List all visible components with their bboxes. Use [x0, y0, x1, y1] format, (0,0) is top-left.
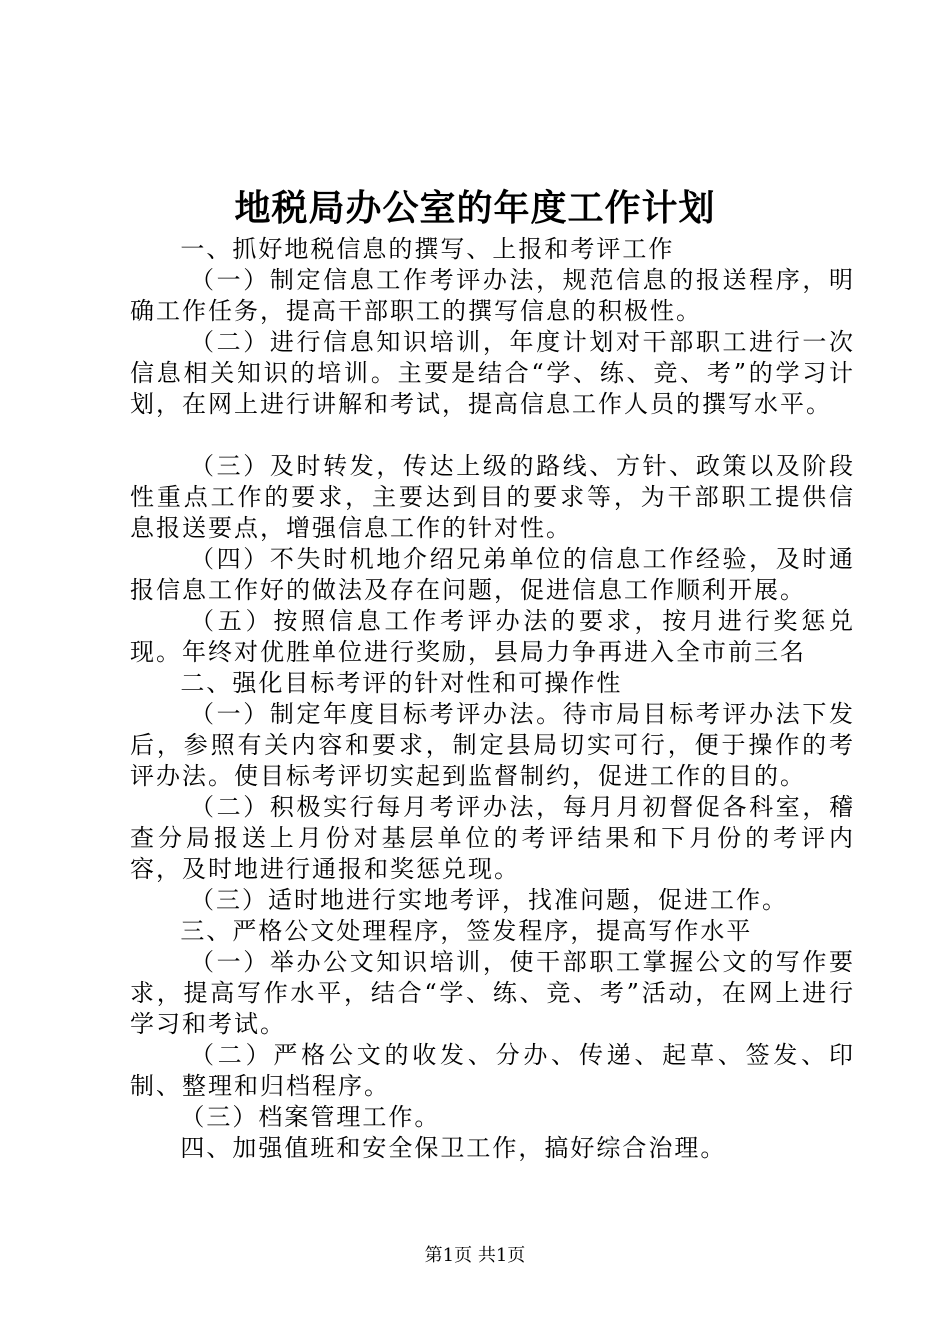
- heading-4: 四、加强值班和安全保卫工作，搞好综合治理。: [180, 1134, 727, 1162]
- page-footer: 第1页 共1页: [424, 1245, 526, 1266]
- paragraph-1-2: （二）进行信息知识培训，年度计划对干部职工进行一次信息相关知识的培训。主要是结合“学、练、竞、考”的学习计划，在网上进行讲解和考试，提高信息工作人员的撰写水平。: [130, 328, 855, 418]
- paragraph-3-1: （一）举办公文知识培训，使干部职工掌握公文的写作要求，提高写作水平，结合“学、练、竞、考”活动，在网上进行学习和考试。: [130, 948, 855, 1038]
- paragraph-2-1: （一）制定年度目标考评办法。待市局目标考评办法下发后，参照有关内容和要求，制定县局切实可行，便于操作的考评办法。使目标考评切实起到监督制约，促进工作的目的。: [130, 700, 855, 790]
- heading-1: 一、抓好地税信息的撰写、上报和考评工作: [180, 235, 675, 263]
- document-title: 地税局办公室的年度工作计划: [234, 187, 716, 229]
- paragraph-3-3: （三）档案管理工作。: [180, 1103, 441, 1131]
- paragraph-1-5: （五）按照信息工作考评办法的要求，按月进行奖惩兑现。年终对优胜单位进行奖励，县局力争再进入全市前三名: [130, 607, 855, 666]
- paragraph-1-3: （三）及时转发，传达上级的路线、方针、政策以及阶段性重点工作的要求，主要达到目的要求等，为干部职工提供信息报送要点，增强信息工作的针对性。: [130, 452, 855, 542]
- heading-2: 二、强化目标考评的针对性和可操作性: [180, 669, 623, 697]
- paragraph-2-3: （三）适时地进行实地考评，找准问题，促进工作。: [190, 886, 788, 914]
- paragraph-1-1: （一）制定信息工作考评办法，规范信息的报送程序，明确工作任务，提高干部职工的撰写信息的积极性。: [130, 266, 855, 325]
- heading-3: 三、严格公文处理程序，签发程序，提高写作水平: [180, 917, 753, 945]
- paragraph-2-2: （二）积极实行每月考评办法，每月月初督促各科室，稽查分局报送上月份对基层单位的考评结果和下月份的考评内容，及时地进行通报和奖惩兑现。: [130, 793, 855, 883]
- paragraph-3-2: （二）严格公文的收发、分办、传递、起草、签发、印制、整理和归档程序。: [130, 1041, 855, 1100]
- document-body: [130, 234, 855, 1164]
- paragraph-1-4: （四）不失时机地介绍兄弟单位的信息工作经验，及时通报信息工作好的做法及存在问题，促进信息工作顺利开展。: [130, 545, 855, 604]
